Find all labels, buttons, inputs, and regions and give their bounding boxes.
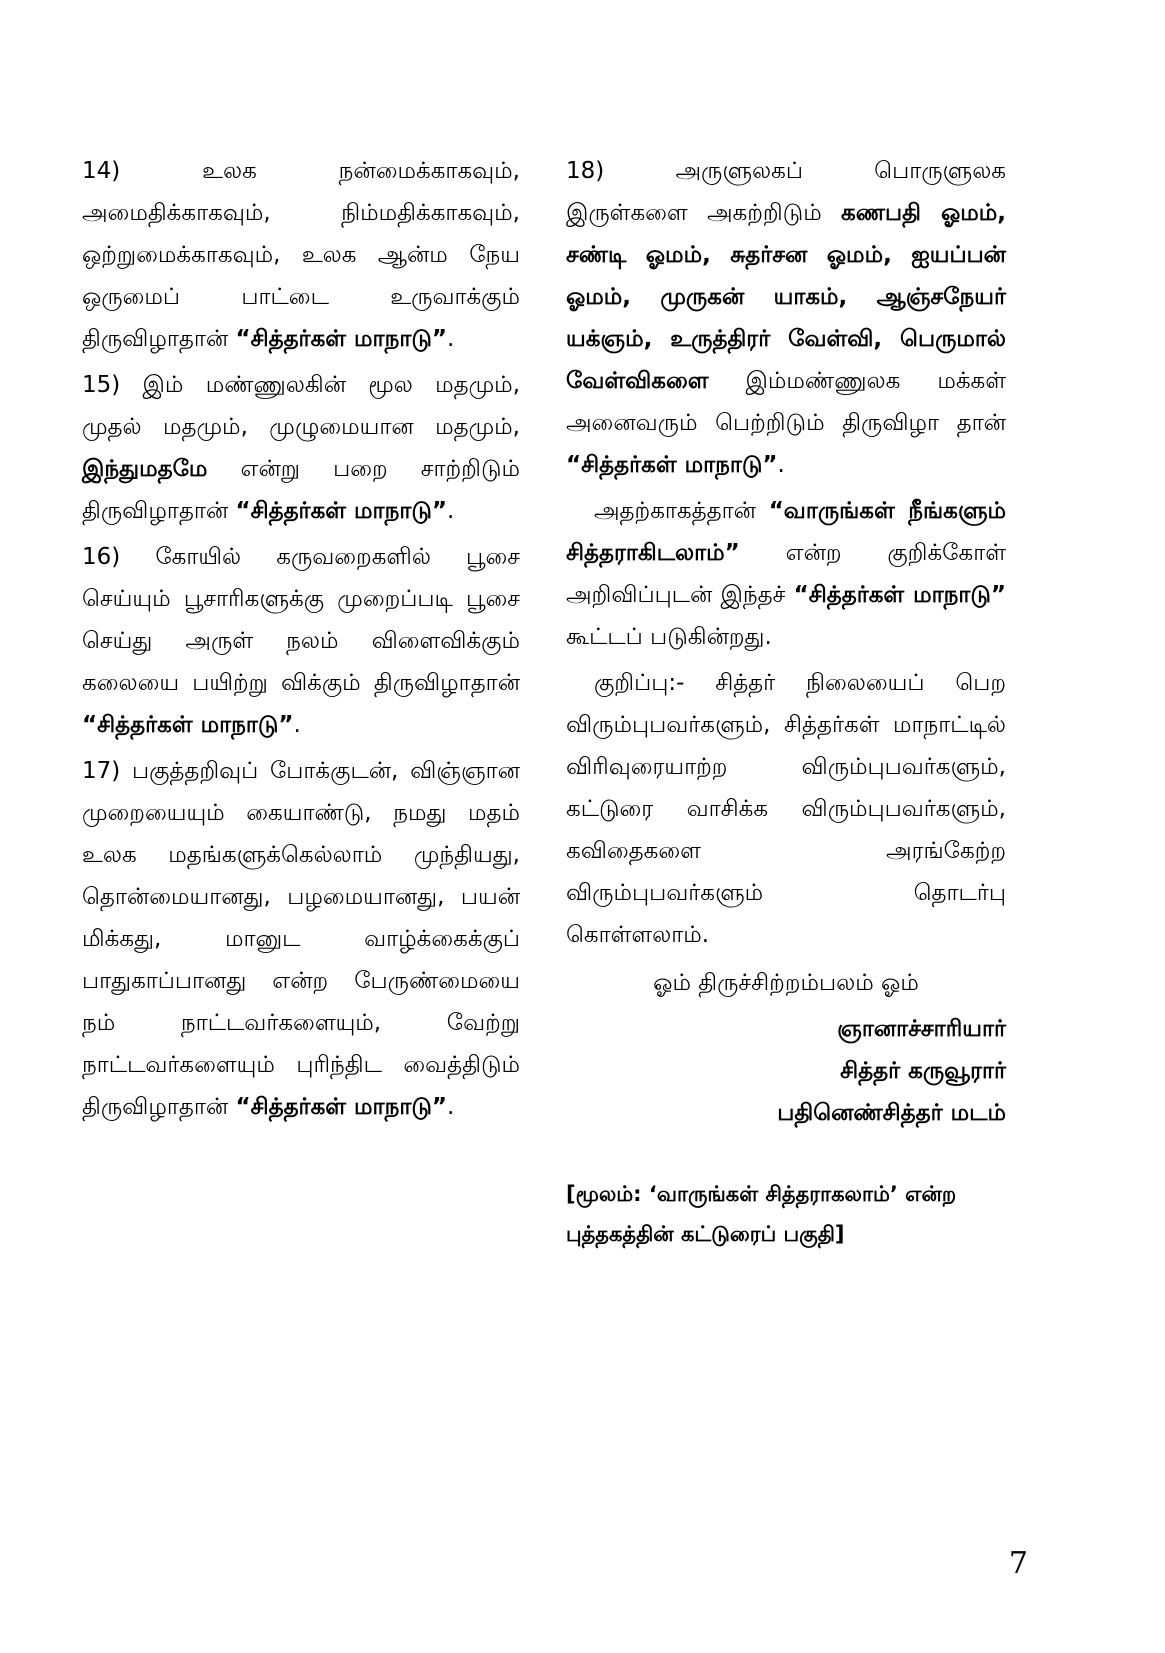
paragraph-18: 18) அருளுலகப் பொருளுலக இருள்களை அகற்றிடும் கணபதி ஓமம், சண்டி ஓமம், சுதர்சன ஓமம், ஐயப்பன் ஓமம், முருகன் யாகம், ஆஞ்சநேயர் யக்ஞம், உருத்திரர் வேள்வி, பெருமால் வேள்விகளை இம்மண்ணுலக மக்கள் அனைவரும் பெற்றிடும் திருவிழா தான் “சித்தர்கள் மாநாடு”.: [566, 158, 1007, 478]
bold-phrase: “சித்தர்கள் மாநாடு”: [82, 712, 294, 738]
page-number: 7: [1008, 1546, 1028, 1581]
bold-phrase: “சித்தர்கள் மாநாடு”: [235, 326, 447, 352]
bold-phrase: இந்துமதமே: [82, 456, 208, 482]
bold-phrase: “சித்தர்கள் மாநாடு”: [235, 1094, 447, 1120]
signature-title: ஞானாச்சாரியார்: [837, 1016, 1006, 1042]
closing-line: ஓம் திருச்சிற்றம்பலம் ஓம்: [653, 970, 919, 996]
paragraph-14: 14) உலக நன்மைக்காகவும், அமைதிக்காகவும், நிம்மதிக்காகவும், ஒற்றுமைக்காகவும், உலக ஆன்ம நேய ஒருமைப் பாட்டை உருவாக்கும் திருவிழாதான் “சித்தர்கள் மாநாடு”.: [82, 158, 520, 352]
bold-phrase: “சித்தர்கள் மாநாடு”: [793, 582, 1007, 608]
paragraph-19: அதற்காகத்தான் “வாருங்கள் நீங்களும் சித்தராகிடலாம்” என்ற குறிக்கோள் அறிவிப்புடன் இந்தச் “சித்தர்கள் மாநாடு” கூட்டப் படுகின்றது.: [566, 498, 1007, 650]
left-column: [82, 150, 520, 1132]
bold-phrase: “சித்தர்கள் மாநாடு”: [566, 452, 778, 478]
bold-phrase: கணபதி ஓமம், சண்டி ஓமம், சுதர்சன ஓமம், ஐயப்பன் ஓமம், முருகன் யாகம், ஆஞ்சநேயர் யக்ஞம், உருத்திரர் வேள்வி, பெருமால் வேள்விகளை: [566, 200, 1006, 394]
paragraph-note: குறிப்பு:- சித்தர் நிலையைப் பெற விரும்புபவர்களும், சித்தர்கள் மாநாட்டில் விரிவுரையாற்ற விரும்புபவர்களும், கட்டுரை வாசிக்க விரும்புபவர்களும், கவிதைகளை அரங்கேற்ற விரும்புபவர்களும் தொடர்பு கொள்ளலாம்.: [566, 670, 1006, 948]
signature-organization: பதினெண்சித்தர் மடம்: [777, 1100, 1006, 1126]
paragraph-17: 17) பகுத்தறிவுப் போக்குடன், விஞ்ஞான முறையையும் கையாண்டு, நமது மதம் உலக மதங்களுக்கெல்லாம் முந்தியது, தொன்மையானது, பழமையானது, பயன் மிக்கது, மானுட வாழ்க்கைக்குப் பாதுகாப்பானது என்ற பேருண்மையை நம் நாட்டவர்களையும், வேற்று நாட்டவர்களையும் புரிந்திட வைத்திடும் திருவிழாதான் “சித்தர்கள் மாநாடு”.: [82, 758, 520, 1120]
paragraph-16: 16) கோயில் கருவறைகளில் பூசை செய்யும் பூசாரிகளுக்கு முறைப்படி பூசை செய்து அருள் நலம் விளைவிக்கும் கலையை பயிற்று விக்கும் திருவிழாதான் “சித்தர்கள் மாநாடு”.: [82, 544, 520, 738]
bold-phrase: “வாருங்கள் நீங்களும் சித்தராகிடலாம்”: [566, 498, 1006, 566]
paragraph-15: 15) இம் மண்ணுலகின் மூல மதமும், முதல் மதமும், முழுமையான மதமும், இந்துமதமே என்று பறை சாற்றிடும் திருவிழாதான் “சித்தர்கள் மாநாடு”.: [82, 372, 521, 524]
signature-name: சித்தர் கருவூரார்: [840, 1058, 1006, 1084]
bold-phrase: “சித்தர்கள் மாநாடு”: [235, 498, 447, 524]
source-citation: [மூலம்: ‘வாருங்கள் சித்தராகலாம்’ என்ற புத்தகத்தின் கட்டுரைப் பகுதி]: [566, 1182, 957, 1246]
right-column: [566, 150, 1006, 1275]
